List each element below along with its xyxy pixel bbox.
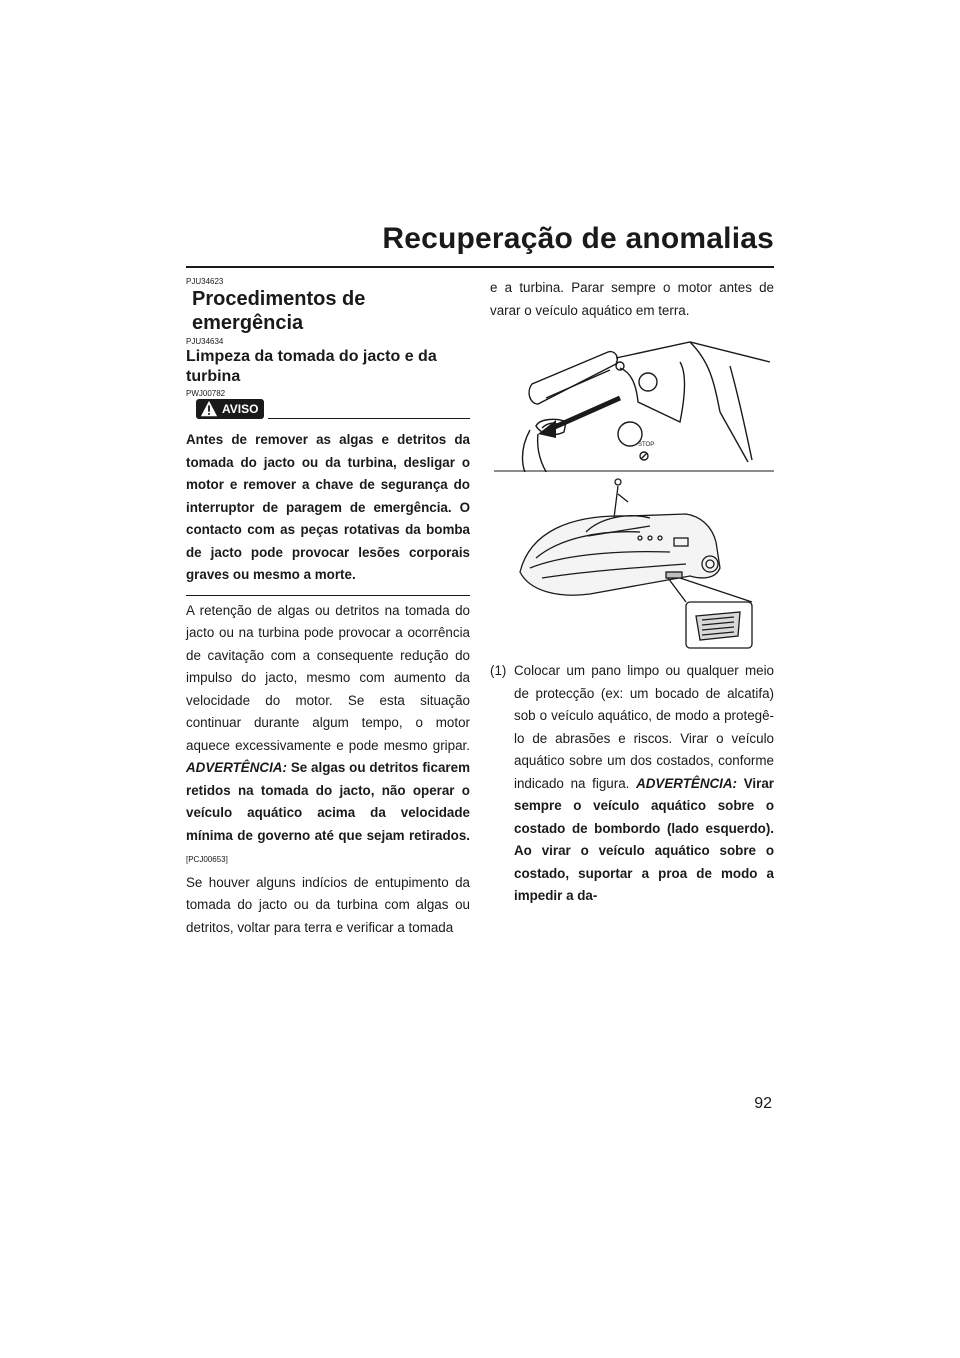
page-number: 92	[754, 1095, 772, 1112]
warning-badge	[196, 399, 264, 419]
step-caution-text: Virar sempre o veículo aquático sobre o costado de bombordo (lado esquerdo). Ao virar o veículo aquático sobre o costado, suportar a proa de modo a impedir a da-	[514, 775, 774, 903]
step-text-container	[514, 660, 774, 908]
caution-code: [PCJ00653]	[186, 855, 228, 864]
section-code: PJU34623	[186, 277, 224, 286]
body-paragraph-2: Se houver alguns indícios de entupimento da tomada do jacto ou da turbina com algas ou detritos, voltar para terra e verificar a tomada	[186, 874, 470, 935]
warning-triangle-icon	[200, 400, 218, 418]
caution-text: Se algas ou detritos ficarem retidos na tomada do jacto, não operar o veículo aquático acima da velocidade mínima de governo até que sejam retirados.	[186, 760, 470, 843]
section-heading: Procedimentos de emergência	[192, 288, 366, 334]
subsection-code: PJU34634	[186, 337, 224, 346]
stop-label: STOP	[638, 442, 655, 448]
header-rule	[186, 266, 774, 268]
step-number: (1)	[490, 663, 507, 678]
lanyard-illustration	[490, 322, 774, 472]
subsection-heading: Limpeza da tomada do jacto e da turbina	[186, 348, 437, 385]
step-text: Colocar um pano limpo ou qualquer meio de protecção (ex: um bocado de alcatifa) sob o veículo aquático, de modo a protegê-lo de abrasões e riscos. Virar o veículo aquático sobre um dos costados, conforme indicado na figura.	[514, 663, 774, 791]
figure-watercraft-on-side	[490, 472, 774, 652]
warning-code: PWJ00782	[186, 389, 226, 398]
left-column	[186, 277, 470, 939]
warning-header	[186, 399, 470, 421]
warning-rule	[268, 418, 470, 419]
step-caution-label: ADVERTÊNCIA:	[636, 775, 738, 791]
page-header-title: Recuperação de anomalias	[382, 222, 774, 255]
watercraft-illustration	[490, 472, 774, 652]
caution-label: ADVERTÊNCIA:	[186, 760, 287, 775]
warning-end-rule	[186, 595, 470, 596]
body-paragraph-continued: e a turbina. Parar sempre o motor antes de varar o veículo aquático em terra.	[490, 280, 774, 318]
right-column	[490, 277, 774, 908]
warning-label: AVISO	[222, 402, 259, 416]
figure-safety-lanyard	[490, 322, 774, 472]
body-paragraph	[186, 600, 470, 872]
step-1	[490, 660, 774, 908]
warning-text: Antes de remover as algas e detritos da tomada do jacto ou da turbina, desligar o motor e remover a chave de segurança do interruptor de paragem de emergência. O contacto com as peças rotativas da bomba de jacto pode provocar lesões corporais graves ou mesmo a morte.	[186, 432, 470, 582]
body-text: A retenção de algas ou detritos na tomada do jacto ou na turbina pode provocar a ocorrência de cavitação com a consequente redução do impulso do jacto, mesmo com aumento da velocidade do motor. Se esta situação continuar durante algum tempo, o motor aquece excessivamente e pode mesmo gripar.	[186, 602, 470, 753]
